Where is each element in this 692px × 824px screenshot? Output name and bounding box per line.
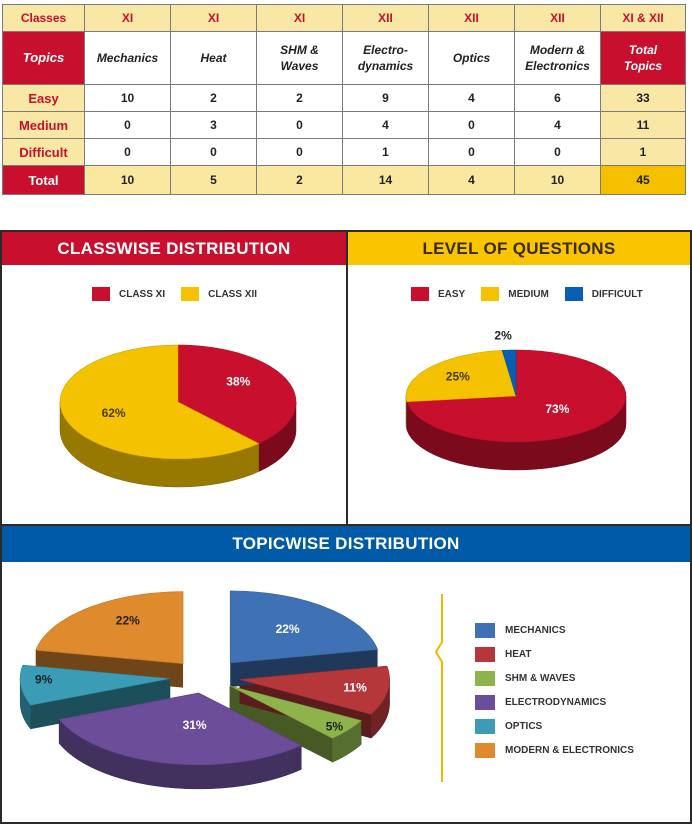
class-header-cell: XII <box>429 5 515 32</box>
pie-tops <box>60 345 296 459</box>
legend-divider <box>434 590 454 790</box>
legend-item <box>475 666 634 690</box>
legend-label: CLASS XII <box>208 288 258 300</box>
class-header-cell: XI <box>85 5 171 32</box>
table-cell: 0 <box>171 139 257 166</box>
classwise-legend <box>92 287 273 301</box>
table-cell: 1 <box>343 139 429 166</box>
row-label: Medium <box>3 112 85 139</box>
legend-swatch <box>481 287 499 301</box>
table-cell: 14 <box>343 166 429 195</box>
level-title: LEVEL OF QUESTIONS <box>348 232 690 265</box>
table-row-medium <box>3 112 686 139</box>
legend-swatch <box>475 623 495 638</box>
legend-swatch <box>565 287 583 301</box>
table-cell: 4 <box>429 166 515 195</box>
legend-item <box>181 287 257 301</box>
table-cell-total: 45 <box>601 166 686 195</box>
table-cell: 2 <box>257 85 343 112</box>
pie-slice-label: 9% <box>35 672 53 687</box>
legend-item <box>475 642 634 666</box>
classwise-title: CLASSWISE DISTRIBUTION <box>2 232 346 265</box>
topic-cell: SHM & Waves <box>257 32 343 85</box>
level-pie-chart <box>348 300 690 530</box>
pie-slice-label: 62% <box>101 405 126 420</box>
table-cell: 0 <box>257 139 343 166</box>
legend-swatch <box>92 287 110 301</box>
row-label: Total <box>3 166 85 195</box>
table-cell: 2 <box>171 85 257 112</box>
legend-item <box>475 738 634 762</box>
legend-swatch <box>411 287 429 301</box>
legend-item <box>475 690 634 714</box>
classwise-pie-chart <box>2 300 346 530</box>
table-cell: 5 <box>171 166 257 195</box>
topic-cell: Mechanics <box>85 32 171 85</box>
topic-cell: Electro-dynamics <box>343 32 429 85</box>
legend-label: HEAT <box>505 648 532 660</box>
table-cell: 6 <box>515 85 601 112</box>
pie-slice-label: 2% <box>494 328 512 343</box>
class-header-row <box>3 5 686 32</box>
topics-row <box>3 32 686 85</box>
legend-item <box>411 287 465 301</box>
table-cell: 4 <box>343 112 429 139</box>
table-cell-total: 1 <box>601 139 686 166</box>
pie-slice-label: 25% <box>445 369 470 384</box>
table-cell: 0 <box>515 139 601 166</box>
table-cell: 10 <box>85 166 171 195</box>
topicwise-title: TOPICWISE DISTRIBUTION <box>2 526 690 562</box>
legend-swatch <box>475 695 495 710</box>
table-cell: 3 <box>171 112 257 139</box>
table-row-difficult <box>3 139 686 166</box>
class-header-cell: XI <box>171 5 257 32</box>
legend-label: MECHANICS <box>505 624 566 636</box>
table-cell: 4 <box>429 85 515 112</box>
table-cell: 0 <box>85 112 171 139</box>
pie-slice-label: 5% <box>325 719 344 734</box>
legend-item <box>481 287 549 301</box>
pie-slice-label: 22% <box>115 613 140 628</box>
legend-item <box>92 287 165 301</box>
topic-cell: Optics <box>429 32 515 85</box>
pie-slice-label: 38% <box>226 374 251 389</box>
classes-label: Classes <box>3 5 85 32</box>
topic-cell-total: Total Topics <box>601 32 686 85</box>
class-header-cell: XII <box>343 5 429 32</box>
legend-label: MODERN & ELECTRONICS <box>505 744 634 756</box>
table-cell: 9 <box>343 85 429 112</box>
legend-label: SHM & WAVES <box>505 672 576 684</box>
pie-slice-label: 11% <box>343 680 367 695</box>
topicwise-pie-chart <box>2 565 432 815</box>
class-header-cell: XI & XII <box>601 5 686 32</box>
pie-slice-label: 73% <box>545 401 570 416</box>
table-cell: 10 <box>515 166 601 195</box>
table-cell: 2 <box>257 166 343 195</box>
table-cell-total: 33 <box>601 85 686 112</box>
topic-cell: Heat <box>171 32 257 85</box>
pie-slice-label: 31% <box>182 717 207 732</box>
legend-label: OPTICS <box>505 720 543 732</box>
legend-label: ELECTRODYNAMICS <box>505 696 607 708</box>
table-cell: 4 <box>515 112 601 139</box>
table-cell: 10 <box>85 85 171 112</box>
table-cell: 0 <box>429 139 515 166</box>
topicwise-legend <box>475 618 634 762</box>
legend-label: CLASS XI <box>119 288 166 300</box>
level-legend <box>411 287 659 301</box>
class-header-cell: XI <box>257 5 343 32</box>
table-cell-total: 11 <box>601 112 686 139</box>
table-cell: 0 <box>85 139 171 166</box>
table-row-total <box>3 166 686 195</box>
legend-label: DIFFICULT <box>591 288 643 300</box>
legend-swatch <box>475 743 495 758</box>
row-label: Difficult <box>3 139 85 166</box>
topics-label: Topics <box>3 32 85 85</box>
legend-swatch <box>181 287 199 301</box>
legend-item <box>475 714 634 738</box>
pie-tops <box>406 350 626 442</box>
class-header-cell: XII <box>515 5 601 32</box>
legend-item <box>565 287 643 301</box>
legend-swatch <box>475 719 495 734</box>
row-label: Easy <box>3 85 85 112</box>
legend-swatch <box>475 671 495 686</box>
legend-label: EASY <box>438 288 466 300</box>
table-cell: 0 <box>257 112 343 139</box>
legend-item <box>475 618 634 642</box>
legend-label: MEDIUM <box>508 288 549 300</box>
table-cell: 0 <box>429 112 515 139</box>
pie-slice-label: 22% <box>275 621 300 636</box>
legend-swatch <box>475 647 495 662</box>
distribution-table <box>2 4 686 195</box>
table-row-easy <box>3 85 686 112</box>
topic-cell: Modern & Electronics <box>515 32 601 85</box>
